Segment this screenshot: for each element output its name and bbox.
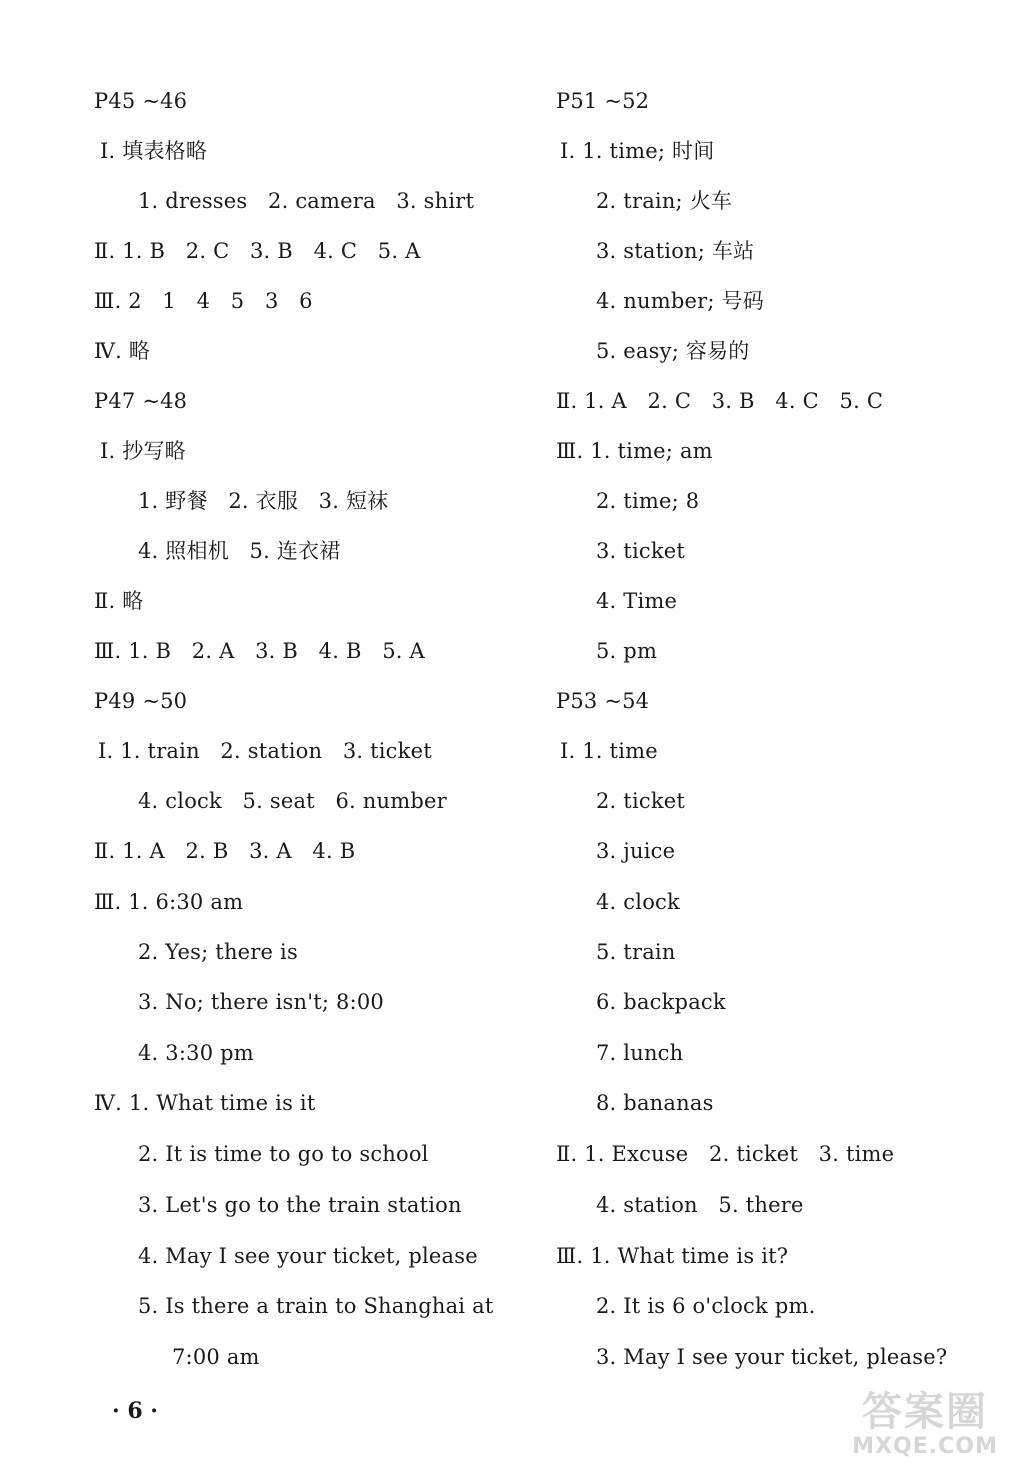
watermark-logo xyxy=(840,1380,1010,1470)
right-answer-line: Ⅰ. 1. time; 时间 xyxy=(560,139,715,163)
left-answer-line: 5. Is there a train to Shanghai at xyxy=(138,1294,494,1318)
watermark-logo-url: MXQE.COM xyxy=(852,1434,998,1459)
left-answer-line: Ⅲ. 2 1 4 5 3 6 xyxy=(94,289,313,313)
right-answer-line: 2. ticket xyxy=(596,789,686,813)
left-answer-line: Ⅰ. 填表格略 xyxy=(100,139,208,163)
left-answer-line: Ⅱ. 1. A 2. B 3. A 4. B xyxy=(94,839,356,863)
right-answer-line: Ⅱ. 1. A 2. C 3. B 4. C 5. C xyxy=(556,389,884,413)
left-answer-line: 4. 3:30 pm xyxy=(138,1041,254,1065)
left-answer-line: 4. May I see your ticket, please xyxy=(138,1244,478,1268)
left-answer-line: Ⅰ. 抄写略 xyxy=(100,439,186,463)
watermark-logo-text: 答案圈 xyxy=(862,1389,988,1435)
right-answer-line: 3. May I see your ticket, please? xyxy=(596,1345,948,1369)
right-answer-line: 2. time; 8 xyxy=(596,489,700,513)
left-answer-line: 7:00 am xyxy=(172,1345,260,1369)
right-answer-line: 4. Time xyxy=(596,589,678,613)
left-answer-line: 2. Yes; there is xyxy=(138,940,298,964)
right-answer-line: 3. juice xyxy=(596,839,676,863)
left-answer-line: 4. 照相机 5. 连衣裙 xyxy=(138,539,341,563)
left-answer-line: 4. clock 5. seat 6. number xyxy=(138,789,447,813)
right-answer-line: 5. pm xyxy=(596,639,658,663)
left-answer-line: 1. dresses 2. camera 3. shirt xyxy=(138,189,475,213)
right-answer-line: 3. ticket xyxy=(596,539,686,563)
left-answer-line: P45 ~46 xyxy=(94,89,188,113)
left-answer-line: Ⅱ. 1. B 2. C 3. B 4. C 5. A xyxy=(94,239,421,263)
right-answer-line: 8. bananas xyxy=(596,1091,714,1115)
right-answer-line: 5. train xyxy=(596,940,676,964)
right-answer-line: 7. lunch xyxy=(596,1041,684,1065)
right-answer-line: P53 ~54 xyxy=(556,689,650,713)
left-answer-line: P49 ~50 xyxy=(94,689,188,713)
right-answer-line: 2. train; 火车 xyxy=(596,189,733,213)
right-answer-line: Ⅱ. 1. Excuse 2. ticket 3. time xyxy=(556,1142,895,1166)
right-answer-line: 6. backpack xyxy=(596,990,726,1014)
left-answer-line: 2. It is time to go to school xyxy=(138,1142,429,1166)
left-answer-line: Ⅳ. 1. What time is it xyxy=(94,1091,316,1115)
right-answer-line: Ⅲ. 1. time; am xyxy=(556,439,713,463)
right-answer-line: 2. It is 6 o'clock pm. xyxy=(596,1294,816,1318)
left-answer-line: Ⅳ. 略 xyxy=(94,339,151,363)
right-answer-line: Ⅰ. 1. time xyxy=(560,739,658,763)
right-answer-line: 4. number; 号码 xyxy=(596,289,764,313)
right-answer-line: 5. easy; 容易的 xyxy=(596,339,750,363)
right-answer-line: 4. station 5. there xyxy=(596,1193,804,1217)
right-answer-line: 3. station; 车站 xyxy=(596,239,755,263)
left-answer-line: Ⅲ. 1. 6:30 am xyxy=(94,890,244,914)
left-answer-line: P47 ~48 xyxy=(94,389,188,413)
left-answer-line: 3. Let's go to the train station xyxy=(138,1193,462,1217)
right-answer-line: Ⅲ. 1. What time is it? xyxy=(556,1244,789,1268)
right-answer-line: P51 ~52 xyxy=(556,89,650,113)
left-answer-line: Ⅰ. 1. train 2. station 3. ticket xyxy=(98,739,432,763)
right-answer-line: 4. clock xyxy=(596,890,680,914)
left-answer-line: Ⅲ. 1. B 2. A 3. B 4. B 5. A xyxy=(94,639,425,663)
left-answer-line: 3. No; there isn't; 8:00 xyxy=(138,990,384,1014)
left-answer-line: 1. 野餐 2. 衣服 3. 短袜 xyxy=(138,489,389,513)
page-number: · 6 · xyxy=(112,1398,158,1424)
left-answer-line: Ⅱ. 略 xyxy=(94,589,144,613)
